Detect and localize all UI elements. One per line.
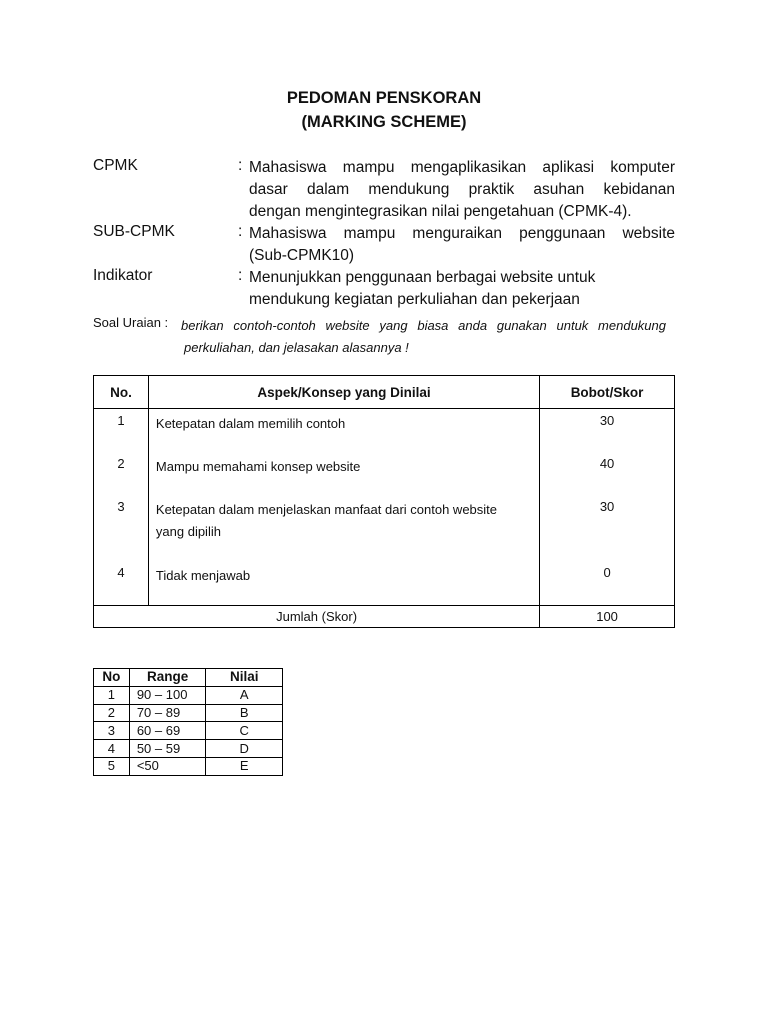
- cpmk-line-1: Mahasiswa mampu mengaplikasikan aplikasi komputer: [249, 159, 675, 176]
- indikator-colon: :: [238, 267, 243, 284]
- cpmk-colon: :: [238, 157, 243, 174]
- cpmk-label: CPMK: [93, 157, 138, 174]
- grade-row: [94, 722, 283, 740]
- indikator-line-2: mendukung kegiatan perkuliahan dan pekerjaan: [249, 291, 580, 308]
- soal-line-2: perkuliahan, dan jelasakan alasannya !: [184, 340, 409, 355]
- row-aspek-line-2: yang dipilih: [155, 523, 221, 539]
- table-row: [94, 499, 675, 565]
- grade-row: [94, 686, 283, 704]
- cpmk-line-3: dengan mengintegrasikan nilai pengetahuan (CPMK-4).: [249, 203, 632, 220]
- row-no: 1: [94, 409, 149, 456]
- grade-row: [94, 757, 283, 775]
- document-subtitle: (MARKING SCHEME): [301, 113, 467, 131]
- grade-range: <50: [129, 757, 206, 775]
- indikator-line-1: Menunjukkan penggunaan berbagai website untuk: [249, 269, 596, 286]
- grade-nilai: E: [206, 757, 283, 775]
- table-row: [94, 565, 675, 606]
- sub-cpmk-line-1: Mahasiswa mampu menguraikan penggunaan website: [249, 225, 675, 242]
- grade-range: 90 – 100: [129, 686, 206, 704]
- row-no: 4: [94, 565, 149, 606]
- grade-no: 3: [94, 722, 130, 740]
- scoring-table-header: [94, 376, 675, 409]
- grade-range: 50 – 59: [129, 740, 206, 758]
- grade-range: 70 – 89: [129, 704, 206, 722]
- total-row: [94, 606, 675, 628]
- grade-header-range: Range: [129, 669, 206, 687]
- row-aspek: [148, 499, 539, 565]
- row-bobot: 30: [540, 409, 675, 456]
- header-bobot: Bobot/Skor: [540, 376, 675, 409]
- total-value: 100: [540, 606, 675, 628]
- scoring-table: [93, 375, 675, 628]
- header-aspek: Aspek/Konsep yang Dinilai: [148, 376, 539, 409]
- sub-cpmk-text: [249, 223, 675, 267]
- row-aspek-line-1: Ketepatan dalam menjelaskan manfaat dari contoh website: [155, 501, 498, 517]
- row-aspek: Tidak menjawab: [148, 565, 539, 606]
- total-label: Jumlah (Skor): [94, 606, 540, 628]
- row-aspek: Mampu memahami konsep website: [148, 456, 539, 499]
- row-bobot: 0: [540, 565, 675, 606]
- grade-no: 5: [94, 757, 130, 775]
- cpmk-text: [249, 157, 675, 223]
- grade-row: [94, 740, 283, 758]
- grade-header-no: No: [94, 669, 130, 687]
- soal-label: Soal Uraian :: [93, 315, 169, 330]
- row-no: 3: [94, 499, 149, 565]
- grade-row: [94, 704, 283, 722]
- soal-line-1: berikan contoh-contoh website yang biasa anda gunakan untuk mendukung: [181, 318, 666, 333]
- soal-question: [181, 315, 666, 359]
- grade-nilai: B: [206, 704, 283, 722]
- grade-table-header: [94, 669, 283, 687]
- indikator-text: [249, 267, 675, 311]
- header-no: No.: [94, 376, 149, 409]
- table-row: [94, 409, 675, 456]
- sub-cpmk-label: SUB-CPMK: [93, 223, 175, 240]
- table-row: [94, 456, 675, 499]
- row-no: 2: [94, 456, 149, 499]
- grade-no: 4: [94, 740, 130, 758]
- grade-nilai: C: [206, 722, 283, 740]
- row-bobot: 30: [540, 499, 675, 565]
- grade-nilai: A: [206, 686, 283, 704]
- grade-nilai: D: [206, 740, 283, 758]
- row-bobot: 40: [540, 456, 675, 499]
- document-title: PEDOMAN PENSKORAN: [286, 89, 482, 107]
- grade-header-nilai: Nilai: [206, 669, 283, 687]
- grade-table: [93, 668, 283, 776]
- sub-cpmk-colon: :: [238, 223, 243, 240]
- row-aspek: Ketepatan dalam memilih contoh: [148, 409, 539, 456]
- cpmk-line-2: dasar dalam mendukung praktik asuhan kebidanan: [249, 181, 675, 198]
- grade-no: 1: [94, 686, 130, 704]
- grade-range: 60 – 69: [129, 722, 206, 740]
- indikator-label: Indikator: [93, 267, 153, 284]
- sub-cpmk-line-2: (Sub-CPMK10): [249, 247, 355, 264]
- grade-no: 2: [94, 704, 130, 722]
